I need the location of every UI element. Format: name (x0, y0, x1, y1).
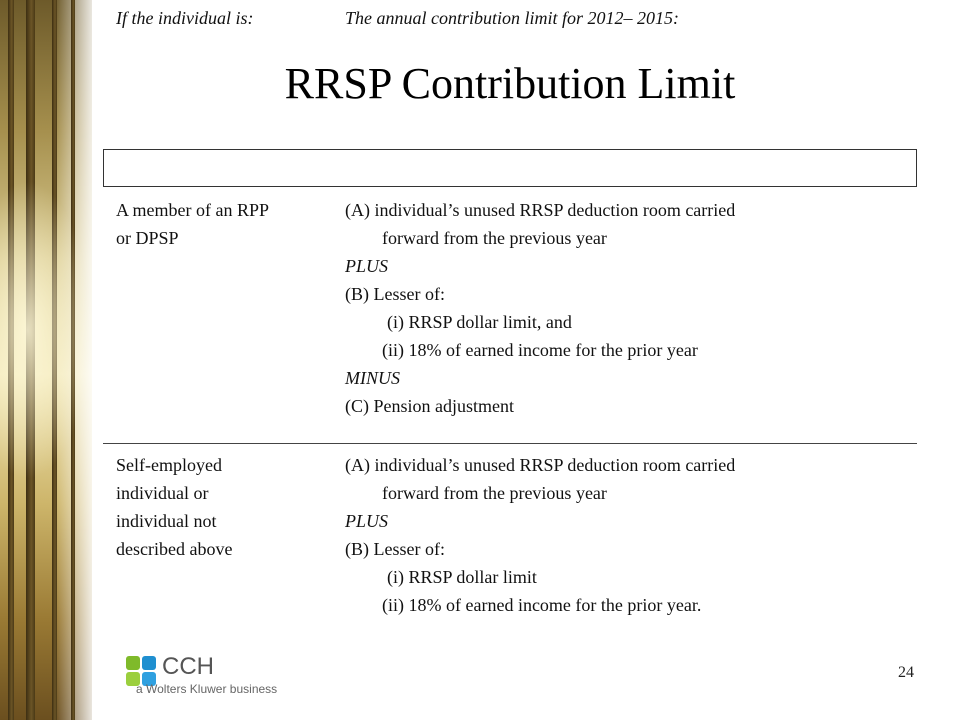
cell-line: forward from the previous year (382, 483, 607, 503)
row-limit-description (345, 451, 915, 619)
row-limit-description (345, 196, 915, 420)
logo-square (126, 656, 140, 670)
plus-label: PLUS (345, 256, 389, 276)
table-row (103, 451, 917, 631)
cell-line: (A) individual’s unused RRSP deduction room carried (345, 200, 736, 220)
forest-background-image (0, 0, 92, 720)
logo-name: CCH (162, 653, 214, 680)
header-individual: If the individual is: (116, 8, 254, 28)
cell-line: A member of an RPP (116, 200, 269, 220)
row-individual-type (116, 451, 321, 563)
cell-line: (B) Lesser of: (345, 284, 445, 304)
cell-line: described above (116, 539, 233, 559)
cell-line: (i) RRSP dollar limit (387, 567, 537, 587)
cell-line: (C) Pension adjustment (345, 396, 514, 416)
table-row (103, 196, 917, 444)
cell-line: (B) Lesser of: (345, 539, 445, 559)
cell-line: individual or (116, 483, 209, 503)
logo-tagline: a Wolters Kluwer business (136, 682, 278, 696)
sunlight-glow (0, 180, 92, 480)
logo-square (142, 656, 156, 670)
cell-line: Self-employed (116, 455, 222, 475)
table-header (103, 149, 917, 187)
cch-logo (126, 654, 326, 698)
cell-line: forward from the previous year (382, 228, 607, 248)
row-individual-type (116, 196, 321, 252)
header-contribution-limit: The annual contribution limit for 2012– 2015: (345, 8, 680, 28)
cell-line: (A) individual’s unused RRSP deduction room carried (345, 455, 736, 475)
cell-line: or DPSP (116, 228, 179, 248)
page-number: 24 (898, 664, 914, 681)
minus-label: MINUS (345, 368, 400, 388)
cell-line: (ii) 18% of earned income for the prior year. (382, 595, 702, 615)
plus-label: PLUS (345, 511, 389, 531)
slide-title: RRSP Contribution Limit (284, 59, 736, 108)
cell-line: (i) RRSP dollar limit, and (387, 312, 572, 332)
cell-line: (ii) 18% of earned income for the prior year (382, 340, 698, 360)
cell-line: individual not (116, 511, 217, 531)
